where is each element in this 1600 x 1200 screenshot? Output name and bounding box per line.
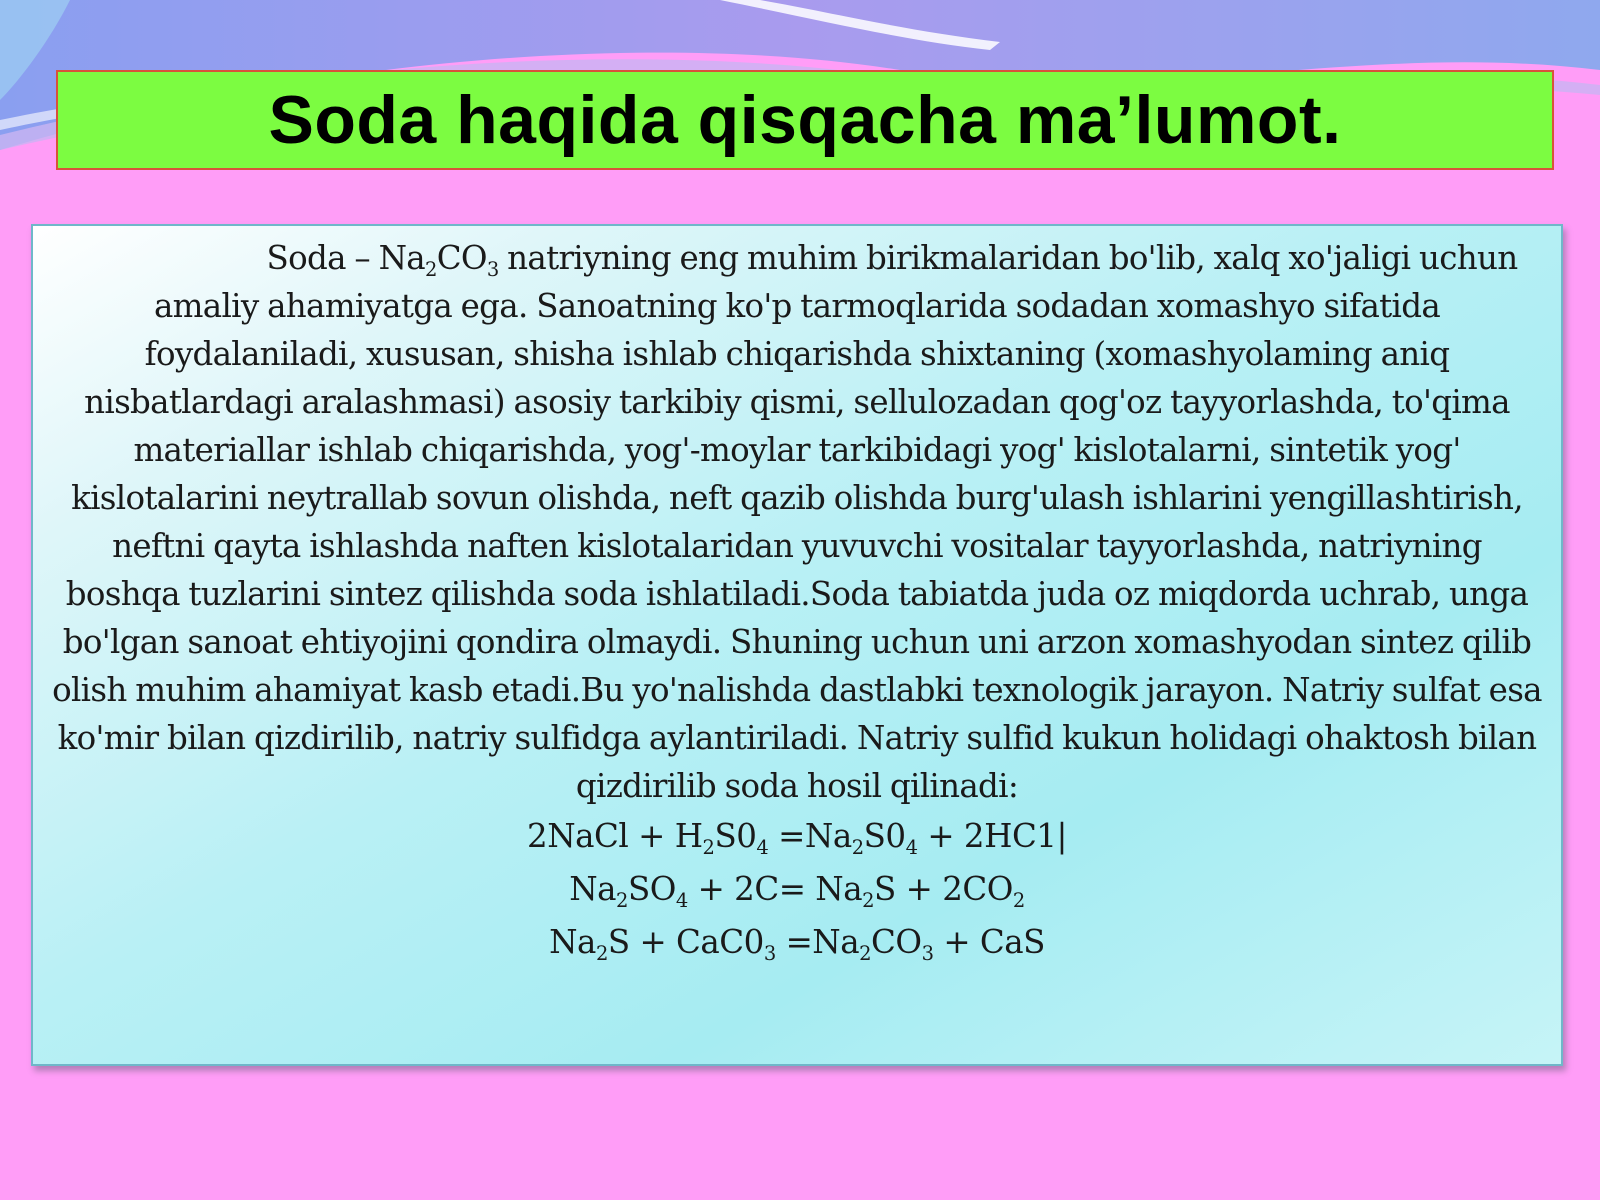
subscript: 2 <box>595 941 608 965</box>
equation-2 <box>51 863 1543 916</box>
subscript: 2 <box>1012 888 1025 912</box>
formula-part: CO <box>436 239 487 277</box>
subscript: 2 <box>616 888 628 912</box>
eq-part: =Na <box>768 817 852 855</box>
eq-part: S0 <box>863 817 906 855</box>
equation-3 <box>51 916 1543 969</box>
slide-title: Soda haqida qisqacha ma’lumot. <box>268 82 1342 158</box>
subscript: 4 <box>675 888 688 912</box>
content-panel <box>31 224 1563 1066</box>
eq-part: + CaS <box>933 923 1045 961</box>
subscript: 2 <box>851 835 864 859</box>
eq-part: 2NaCl + H <box>527 817 703 855</box>
subscript: 2 <box>424 257 437 281</box>
subscript: 4 <box>905 835 918 859</box>
description-paragraph <box>51 234 1543 810</box>
equation-1 <box>51 810 1543 863</box>
paragraph-body: natriyning eng muhim birikmalaridan bo'lib, xalq xo'jaligi uchun amaliy ahamiyatga ega. Sanoatning ko'p tarmoqlarida sodadan xomashyo sifatida foydalaniladi, xususan, shisha ishlab chiqarishda shixtaning (xomashyolaming aniq nisbatlardagi aralashmasi) asosiy tarkibiy qismi, sellulozadan qog'oz tayyorlashda, to'qima materiallar ishlab chiqarishda, yog'-moylar tarkibidagi yog' kislotalarni, sintetik yog' kislotalarini neytrallab sovun olishda, neft qazib olishda burg'ulash ishlarini yengillashtirish, neftni qayta ishlashda naften kislotalaridan yuvuvchi vositalar tayyorlashda, natriyning boshqa tuzlarini sintez qilishda soda ishlatiladi.Soda tabiatda juda oz miqdorda uchrab, unga bo'lgan sanoat ehtiyojini qondira olmaydi. Shuning uchun uni arzon xomashyodan sintez qilib olish muhim ahamiyat kasb etadi.Bu yo'nalishda dastlabki texnologik jarayon. Natriy sulfat esa ko'mir bilan qizdirilib, natriy sulfidga aylantiriladi. Natriy sulfid kukun holidagi ohaktosh bilan qizdirilib soda hosil qilinadi: <box>52 239 1542 805</box>
subscript: 2 <box>859 941 872 965</box>
subscript: 2 <box>862 888 875 912</box>
formula-lead: Soda – Na <box>266 239 425 277</box>
eq-part: =Na <box>775 923 860 961</box>
eq-part: SO <box>627 870 676 908</box>
subscript: 2 <box>702 835 715 859</box>
eq-part: S + 2CO <box>874 870 1013 908</box>
subscript: 4 <box>756 835 769 859</box>
eq-part: + 2C= Na <box>687 870 863 908</box>
eq-part: + 2HC1| <box>917 817 1067 855</box>
eq-part: Na <box>569 870 617 908</box>
subscript: 3 <box>921 941 934 965</box>
eq-part: S + CaC0 <box>607 923 764 961</box>
eq-part: CO <box>871 923 922 961</box>
eq-part: Na <box>549 923 596 961</box>
title-banner <box>56 70 1554 170</box>
subscript: 3 <box>763 941 776 965</box>
subscript: 3 <box>486 257 499 281</box>
eq-part: S0 <box>714 817 757 855</box>
